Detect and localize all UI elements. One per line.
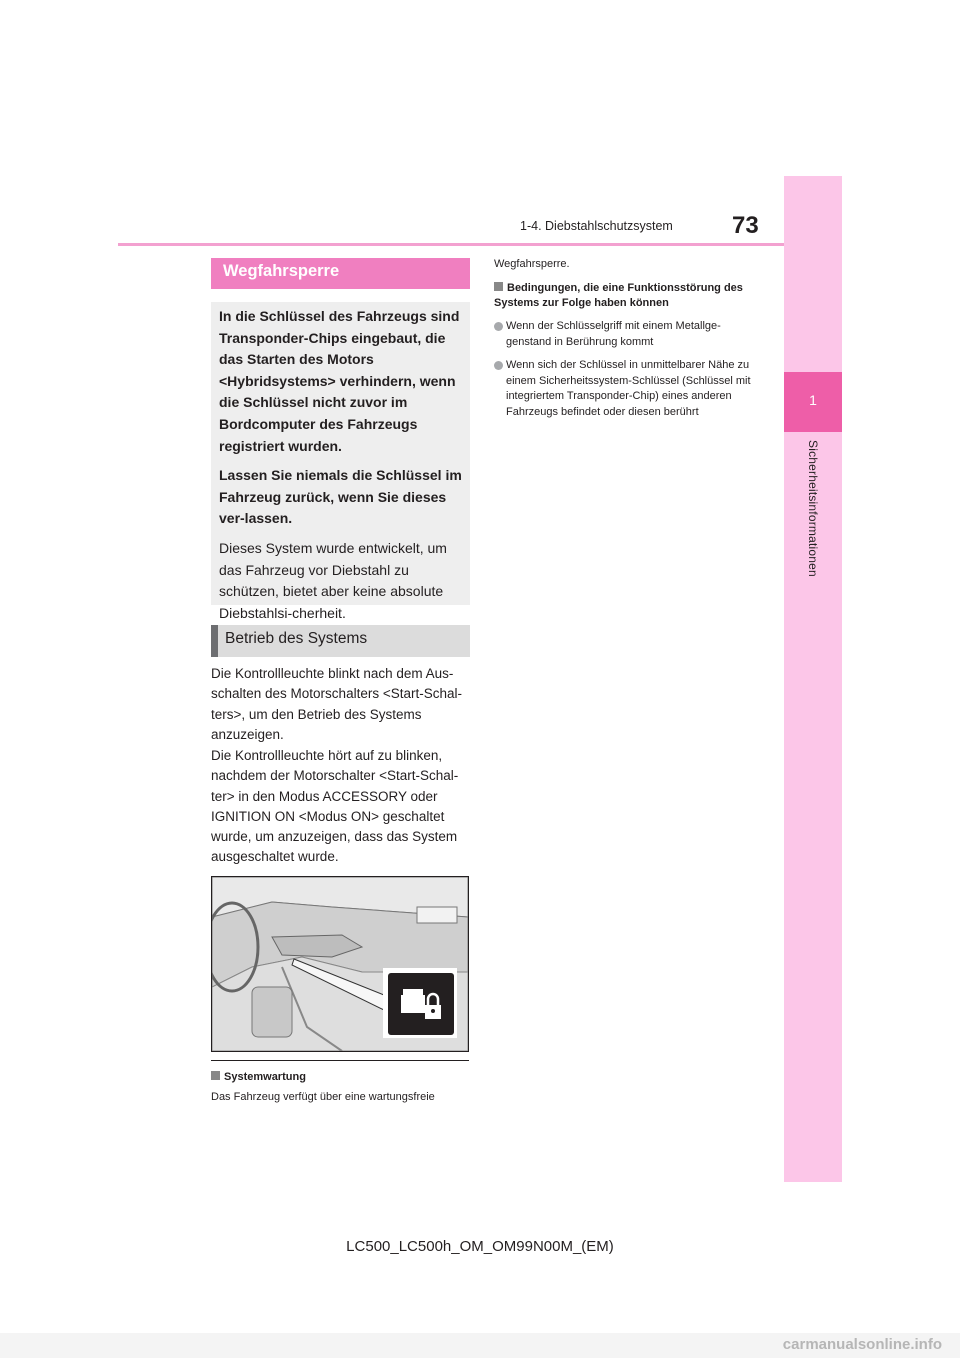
paragraph-continuation: Wegfahrsperre. [494,258,570,270]
chapter-title: Sicherheitsinformationen [806,440,820,577]
header-rule [118,243,784,246]
chapter-number: 1 [809,392,817,408]
info-paragraph-2: Lassen Sie niemals die Schlüssel im Fahrzeug zurück, wenn Sie dieses ver-lassen. [219,467,462,527]
square-bullet-icon [211,1071,220,1080]
bullet-dot-icon [494,322,503,331]
list-item [494,358,756,420]
page-number: 73 [732,212,759,239]
heading-betrieb-text: Betrieb des Systems [225,630,368,647]
subheading-systemwartung [211,1070,473,1085]
subheading-conditions [494,281,756,311]
info-paragraph-3: Dieses System wurde entwickelt, um das Fahrzeug vor Diebstahl zu schützen, bietet aber keine absolute Diebstahlsi-cherheit. [219,539,447,621]
paragraph-maintenance: Das Fahrzeug verfügt über eine wartungsfreie [211,1091,435,1103]
document-id: LC500_LC500h_OM_OM99N00M_(EM) [346,1238,614,1255]
subheading-systemwartung-text: Systemwartung [224,1071,306,1083]
heading-betrieb [211,625,470,657]
heading-marker [211,625,218,657]
watermark-bar [0,1333,960,1358]
subheading-conditions-text: Bedingungen, die eine Funktionsstörung des Systems zur Folge haben können [494,282,743,309]
paragraph-blinking: Die Kontrollleuchte blinkt nach dem Aus-schalten des Motorschalters <Start-Schal-ters>, um den Betrieb des Systems anzuzeigen. [211,666,462,742]
paragraph-stop-blinking: Die Kontrollleuchte hört auf zu blinken, nachdem der Motorschalter <Start-Schal-ter> in den Modus ACCESSORY oder IGNITION ON <Modus ON> geschaltet wurde, um anzuzeigen, dass das System ausgeschaltet wurde. [211,748,459,865]
section-title: 1-4. Diebstahlschutzsystem [520,219,673,233]
list-item [494,319,756,350]
chapter-sidebar [784,176,842,1182]
dashboard-drawing [212,877,468,1051]
list-item-text: Wenn sich der Schlüssel in unmittelbarer Nähe zu einem Sicherheitssystem-Schlüssel (Schlüssel mit integriertem Transponder-Chip) eines anderen Fahrzeugs befindet oder diesen berührt [506,359,751,418]
figure-rule [211,1060,469,1061]
info-paragraph-1: In die Schlüssel des Fahrzeugs sind Transponder-Chips eingebaut, die das Starten des Motors <Hybridsystems> verhindern, wenn die Schlüssel nicht zuvor im Bordcomputer des Fahrzeugs registriert wurden. [219,308,460,454]
heading-wegfahrsperre [211,258,470,289]
info-box [211,302,470,621]
square-bullet-icon [494,282,503,291]
list-item-text: Wenn der Schlüsselgriff mit einem Metallge-genstand in Berührung kommt [506,320,721,348]
watermark-text[interactable]: carmanualsonline.info [782,1336,942,1353]
bullet-dot-icon [494,361,503,370]
dashboard-illustration [211,876,469,1052]
heading-wegfahrsperre-text: Wegfahrsperre [223,262,340,280]
